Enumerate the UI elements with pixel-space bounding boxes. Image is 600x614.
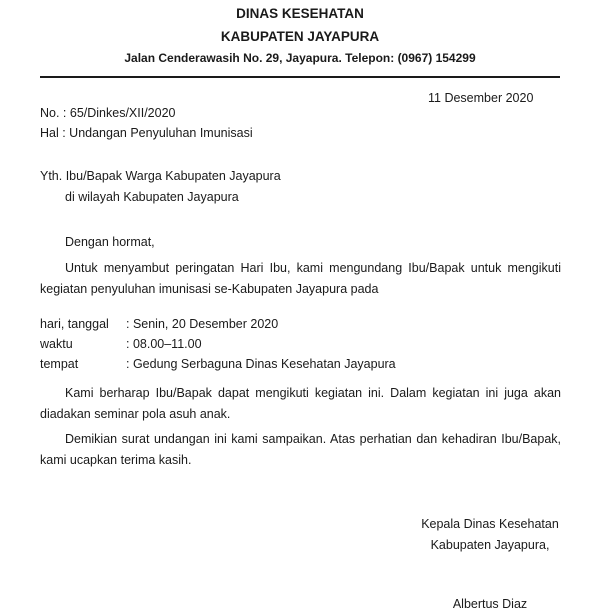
letterhead-region: KABUPATEN JAYAPURA	[220, 29, 380, 44]
greeting: Dengan hormat,	[65, 235, 155, 249]
letterhead-divider	[40, 76, 560, 78]
detail-label-place: tempat	[40, 357, 79, 371]
paragraph-3-line-1: Demikian surat undangan ini kami sampaikan. Atas perhatian dan kehadiran Ibu/Bapak,	[65, 432, 561, 446]
detail-value-time: : 08.00–11.00	[126, 337, 202, 351]
paragraph-2-line-2: diadakan seminar pola asuh anak.	[40, 407, 231, 421]
letter-date: 11 Desember 2020	[428, 91, 534, 105]
paragraph-1-line-1: Untuk menyambut peringatan Hari Ibu, kami mengundang Ibu/Bapak untuk mengikuti	[65, 261, 561, 275]
detail-label-date: hari, tanggal	[40, 317, 109, 331]
letter-number: No. : 65/Dinkes/XII/2020	[40, 106, 176, 120]
paragraph-2-line-1: Kami berharap Ibu/Bapak dapat mengikuti kegiatan ini. Dalam kegiatan ini juga akan	[65, 386, 561, 400]
recipient: Yth. Ibu/Bapak Warga Kabupaten Jayapura	[40, 169, 281, 183]
paragraph-1-line-2: kegiatan penyuluhan imunisasi se-Kabupaten Jayapura pada	[40, 282, 379, 296]
detail-label-time: waktu	[40, 337, 73, 351]
detail-value-place: : Gedung Serbaguna Dinas Kesehatan Jayapura	[126, 357, 396, 371]
paragraph-3-line-2: kami ucapkan terima kasih.	[40, 453, 192, 467]
detail-value-date: : Senin, 20 Desember 2020	[126, 317, 279, 331]
signer-name: Albertus Diaz	[452, 597, 528, 611]
letterhead-agency: DINAS KESEHATAN	[236, 6, 364, 21]
signer-position: Kepala Dinas Kesehatan	[421, 517, 559, 531]
letterhead-address: Jalan Cenderawasih No. 29, Jayapura. Telepon: (0967) 154299	[124, 51, 476, 65]
recipient-location: di wilayah Kabupaten Jayapura	[65, 190, 239, 204]
letter-subject: Hal : Undangan Penyuluhan Imunisasi	[40, 126, 253, 140]
signer-region: Kabupaten Jayapura,	[430, 538, 550, 552]
